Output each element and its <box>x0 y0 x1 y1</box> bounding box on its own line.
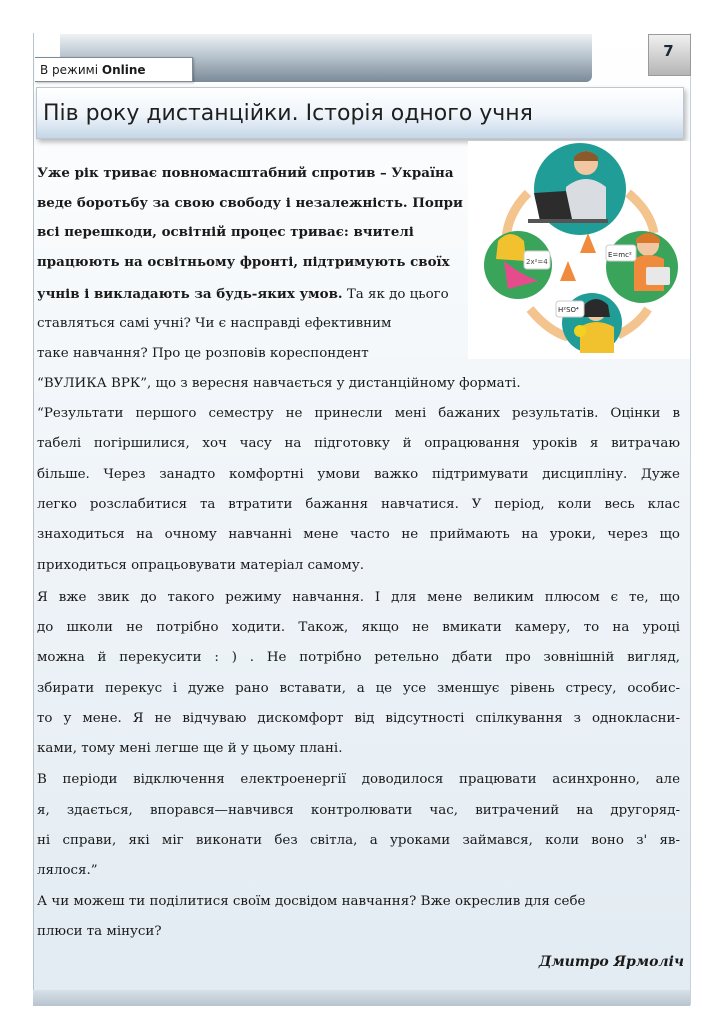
p3-line-1: В періоди відключення електроенергії доводилося працювати асинхронно, але <box>37 772 680 787</box>
p2-line-3: можна й перекусити : ) . Не потрібно ретельно дбати про зовнішній вигляд, <box>37 650 680 665</box>
formula-left: 2x²=4 <box>526 258 548 266</box>
formula-right: E=mc² <box>608 251 632 259</box>
lead-line-5-tail: Та як до цього <box>346 287 449 302</box>
lead-line-5-bold: учнів і викладають за будь-яких умов. <box>37 286 343 302</box>
p2-line-4: збирати перекус і дуже рано вставати, а це усе зменшує рівень стресу, особис- <box>37 681 680 696</box>
p1-line-3: більше. Через занадто комфортні умови важко підтримувати дисципліну. Дуже <box>37 467 680 482</box>
page-number: 7 <box>663 42 674 60</box>
p1-line-6: приходиться опрацьовувати матеріал самому. <box>37 558 364 573</box>
formula-bottom: H²SO⁴ <box>558 306 579 314</box>
lead-line-5 <box>37 284 449 305</box>
closing-line-2: плюси та мінуси? <box>37 924 162 939</box>
closing-line-1: А чи можеш ти поділитися своїм досвідом навчання? Вже окреслив для себе <box>37 894 586 909</box>
intro-line-2: таке навчання? Про це розповів кореспондент <box>37 346 369 361</box>
intro-line-1: ставляться самі учні? Чи є насправді ефективним <box>37 316 392 331</box>
p3-line-4: лялося.” <box>37 863 98 878</box>
teacher-laptop <box>534 191 572 221</box>
lead-line-4: працюють на освітньому фронті, підтримують своїх <box>37 254 450 270</box>
author-signature: Дмитро Ярмоліч <box>538 954 684 970</box>
lead-line-1: Уже рік триває повномасштабний спротив – Україна <box>37 165 454 181</box>
section-label-prefix: В режимі <box>40 63 99 77</box>
lead-line-3: всі перешкоди, освітній процес триває: вчителі <box>37 224 414 240</box>
p1-line-1: “Результати першого семестру не принесли мені бажаних результатів. Оцінки в <box>37 406 680 421</box>
article-illustration <box>468 141 690 359</box>
p2-line-2: до школи не потрібно ходити. Також, якщо не вмикати камеру, то на уроці <box>37 620 680 635</box>
p2-line-1: Я вже звик до такого режиму навчання. І для мене великим плюсом є те, що <box>37 590 680 605</box>
page-title: Пів року дистанційки. Історія одного учня <box>43 101 533 126</box>
p1-line-2: табелі погіршилися, хоч часу на підготовку й опрацювання уроків я витрачаю <box>37 436 680 451</box>
p3-line-2: я, здається, впорався—навчився контролювати час, витрачений на другоряд- <box>37 803 680 818</box>
section-label-bold: Online <box>101 63 146 77</box>
p3-line-3: ні справи, які міг виконати без світла, а уроками займався, коли воно з' яв- <box>37 833 680 848</box>
p2-line-6: ками, тому мені легше ще й у цьому плані. <box>37 741 343 756</box>
bottom-band <box>33 990 690 1006</box>
lead-line-2: веде боротьбу за свою свободу і незалежність. Попри <box>37 195 463 211</box>
p2-line-5: то у мене. Я не відчуваю дискомфорт від відсутності спілкування з однокласни- <box>37 711 680 726</box>
section-label <box>40 63 146 77</box>
p1-line-5: знаходиться на очному навчанні мене часто не приймають на уроки, через що <box>37 527 680 542</box>
p1-line-4: легко розслабитися та втратити бажання навчатися. У період, коли весь клас <box>37 497 680 512</box>
intro-line-3: “ВУЛИКА ВРК”, що з вересня навчається у дистанційному форматі. <box>37 376 521 391</box>
